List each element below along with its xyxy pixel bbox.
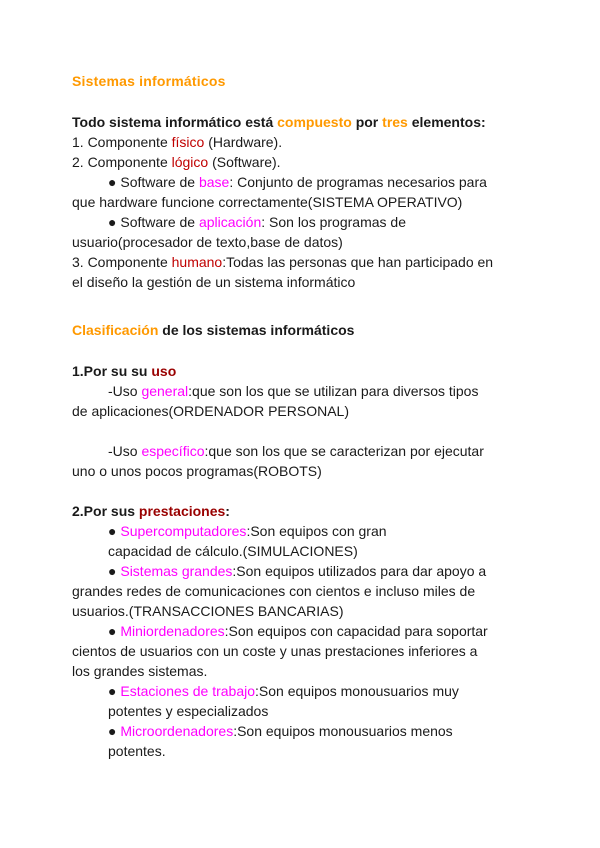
bullet-icon: ● (108, 563, 117, 579)
component-logico (72, 153, 281, 171)
uso-especifico-line1 (108, 442, 484, 460)
intro-highlight-tres: tres (382, 114, 408, 130)
list-item-continuation: usuarios.(TRANSACCIONES BANCARIAS) (72, 603, 344, 619)
list-item-continuation: grandes redes de comunicaciones con cientos e incluso miles de (72, 583, 476, 599)
list-item-continuation: potentes. (108, 743, 166, 759)
intro-line (72, 113, 486, 131)
comp2-keyword: lógico (171, 154, 209, 170)
bullet-icon: ● (108, 723, 117, 739)
list-item-continuation: capacidad de cálculo.(SIMULACIONES) (108, 543, 358, 559)
item-name: Supercomputadores (120, 523, 247, 539)
prestaciones-heading (72, 502, 230, 520)
list-item (108, 522, 387, 540)
sw-base-prefix: Software de (116, 174, 199, 190)
list-item-continuation: cientos de usuarios con un coste y unas prestaciones inferiores a (72, 643, 478, 659)
prestaciones-heading-prefix: 2.Por sus (72, 503, 139, 519)
software-base-line2: que hardware funcione correctamente(SISTEMA OPERATIVO) (72, 194, 463, 210)
uso-general-line2: de aplicaciones(ORDENADOR PERSONAL) (72, 403, 349, 419)
comp1-suffix: (Hardware). (204, 134, 283, 150)
item-text: :Son equipos con capacidad para soportar (224, 623, 488, 639)
component-humano-line1 (72, 253, 493, 271)
bullet-icon: ● (108, 683, 117, 699)
bullet-icon: ● (108, 174, 117, 190)
item-name: Miniordenadores (120, 623, 225, 639)
classification-keyword: Clasificación (72, 322, 159, 338)
item-text: :Son equipos utilizados para dar apoyo a (232, 563, 487, 579)
list-item-continuation: potentes y especializados (108, 703, 269, 719)
intro-highlight-compuesto: compuesto (277, 114, 352, 130)
classification-title (72, 321, 354, 339)
list-item-continuation: los grandes sistemas. (72, 663, 208, 679)
item-name: Estaciones de trabajo (120, 683, 255, 699)
uso-especifico-keyword: específico (141, 443, 205, 459)
item-name: Sistemas grandes (120, 563, 233, 579)
comp1-prefix: 1. Componente (72, 134, 172, 150)
intro-text-3: elementos: (407, 114, 486, 130)
uso-especifico-line2: uno o unos pocos programas(ROBOTS) (72, 463, 322, 479)
software-app-line2: usuario(procesador de texto,base de datos) (72, 234, 343, 250)
page-title: Sistemas informáticos (72, 73, 226, 89)
component-humano-line2: el diseño la gestión de un sistema informático (72, 274, 356, 290)
list-item (108, 562, 486, 580)
uso-general-prefix: -Uso (108, 383, 142, 399)
bullet-icon: ● (108, 523, 117, 539)
intro-text-1: Todo sistema informático está (72, 114, 278, 130)
sw-app-keyword: aplicación (198, 214, 262, 230)
sw-base-text: : Conjunto de programas necesarios para (229, 174, 487, 190)
prestaciones-heading-colon: : (225, 503, 230, 519)
uso-general-text: :que son los que se utilizan para diversos tipos (188, 383, 479, 399)
component-fisico (72, 133, 282, 151)
comp2-prefix: 2. Componente (72, 154, 172, 170)
comp1-keyword: físico (171, 134, 205, 150)
sw-base-keyword: base (198, 174, 230, 190)
bullet-icon: ● (108, 214, 117, 230)
bullet-icon: ● (108, 623, 117, 639)
uso-heading-keyword: uso (151, 363, 177, 379)
uso-heading (72, 362, 176, 380)
item-text: :Son equipos monousuarios muy (255, 683, 459, 699)
sw-app-prefix: Software de (116, 214, 199, 230)
classification-rest: de los sistemas informáticos (158, 322, 355, 338)
intro-text-2: por (351, 114, 383, 130)
prestaciones-heading-keyword: prestaciones (138, 503, 226, 519)
comp3-prefix: 3. Componente (72, 254, 172, 270)
software-base-line1 (108, 173, 487, 191)
uso-general-line1 (108, 382, 478, 400)
uso-heading-prefix: 1.Por su su (72, 363, 152, 379)
sw-app-text: : Son los programas de (261, 214, 406, 230)
uso-especifico-prefix: -Uso (108, 443, 142, 459)
uso-especifico-text: :que son los que se caracterizan por ejecutar (204, 443, 484, 459)
comp3-text: :Todas las personas que han participado en (222, 254, 494, 270)
comp2-suffix: (Software). (208, 154, 281, 170)
item-name: Microordenadores (120, 723, 234, 739)
list-item (108, 722, 453, 740)
software-app-line1 (108, 213, 406, 231)
list-item (108, 682, 459, 700)
uso-general-keyword: general (141, 383, 189, 399)
item-text: :Son equipos monousuarios menos (233, 723, 453, 739)
item-text: :Son equipos con gran (246, 523, 387, 539)
comp3-keyword: humano (171, 254, 223, 270)
list-item (108, 622, 488, 640)
